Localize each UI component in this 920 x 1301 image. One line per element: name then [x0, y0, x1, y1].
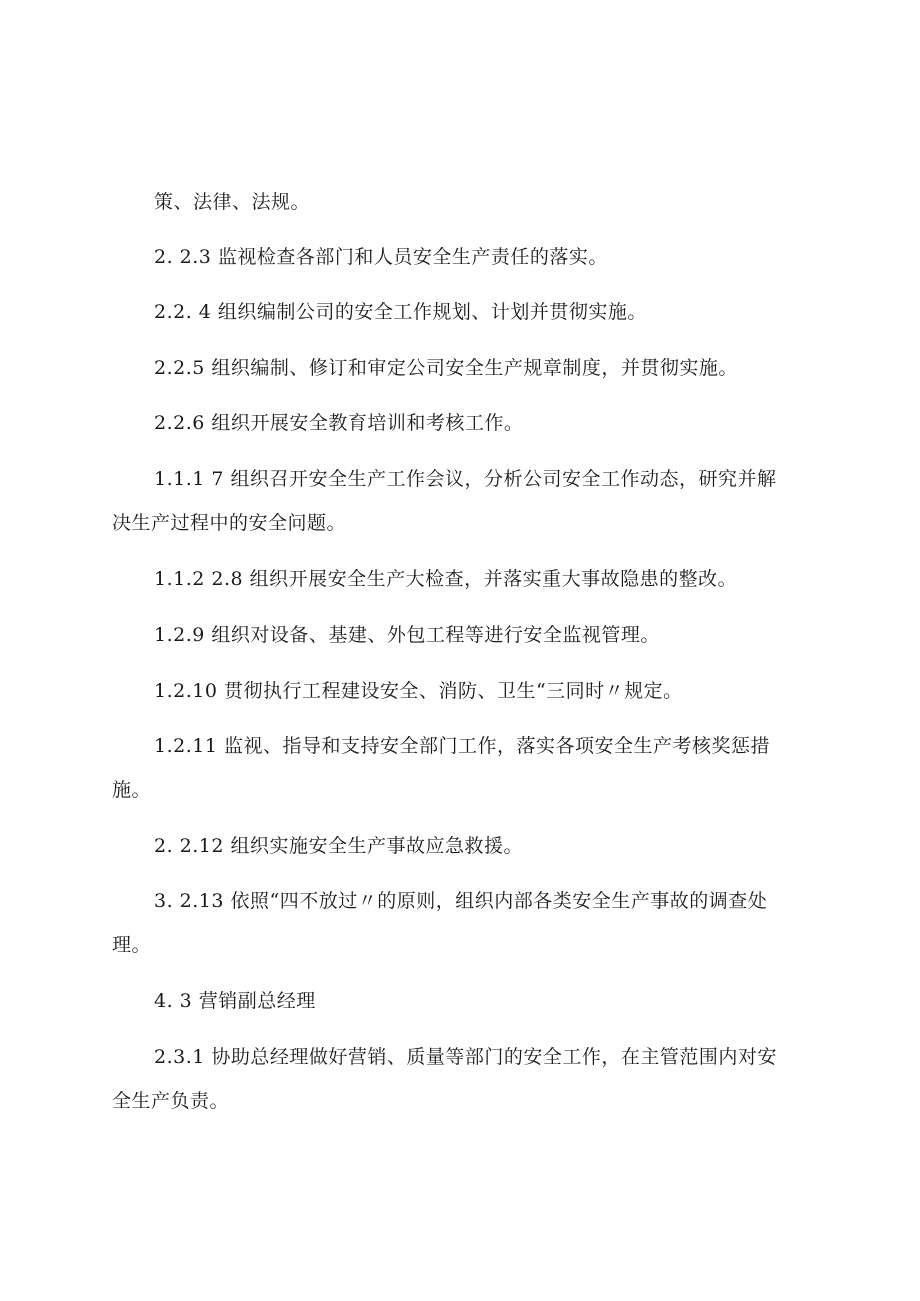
text-line: 2. 2.12 组织实施安全生产事故应急救援。	[154, 835, 524, 857]
text-line: 2.2. 4 组织编制公司的安全工作规划、计划并贯彻实施。	[154, 301, 647, 323]
text-line: 1.2.10 贯彻执行工程建设安全、消防、卫生“三同时〃规定。	[154, 680, 683, 702]
text-line: 决生产过程中的安全问题。	[112, 512, 347, 534]
text-line: 3. 2.13 依照“四不放过〃的原则，组织内部各类安全生产事故的调查处	[154, 890, 768, 912]
text-line: 施。	[112, 779, 152, 801]
text-line: 理。	[112, 934, 152, 956]
text-line: 1.1.2 2.8 组织开展安全生产大检查，并落实重大事故隐患的整改。	[154, 568, 738, 590]
text-line: 策、法律、法规。	[154, 191, 311, 213]
text-line: 2.3.1 协助总经理做好营销、质量等部门的安全工作，在主管范围内对安	[154, 1046, 777, 1068]
text-line: 4. 3 营销副总经理	[154, 990, 316, 1012]
text-line: 2. 2.3 监视检查各部门和人员安全生产责任的落实。	[154, 246, 608, 268]
text-line: 全生产负责。	[112, 1090, 230, 1112]
text-line: 1.2.9 组织对设备、基建、外包工程等进行安全监视管理。	[154, 624, 660, 646]
text-line: 2.2.6 组织开展安全教育培训和考核工作。	[154, 412, 524, 434]
text-line: 1.1.1 7 组织召开安全生产工作会议，分析公司安全工作动态，研究并解	[154, 468, 777, 490]
text-line: 2.2.5 组织编制、修订和审定公司安全生产规章制度，并贯彻实施。	[154, 357, 738, 379]
text-line: 1.2.11 监视、指导和支持安全部门工作，落实各项安全生产考核奖惩措	[154, 735, 770, 757]
